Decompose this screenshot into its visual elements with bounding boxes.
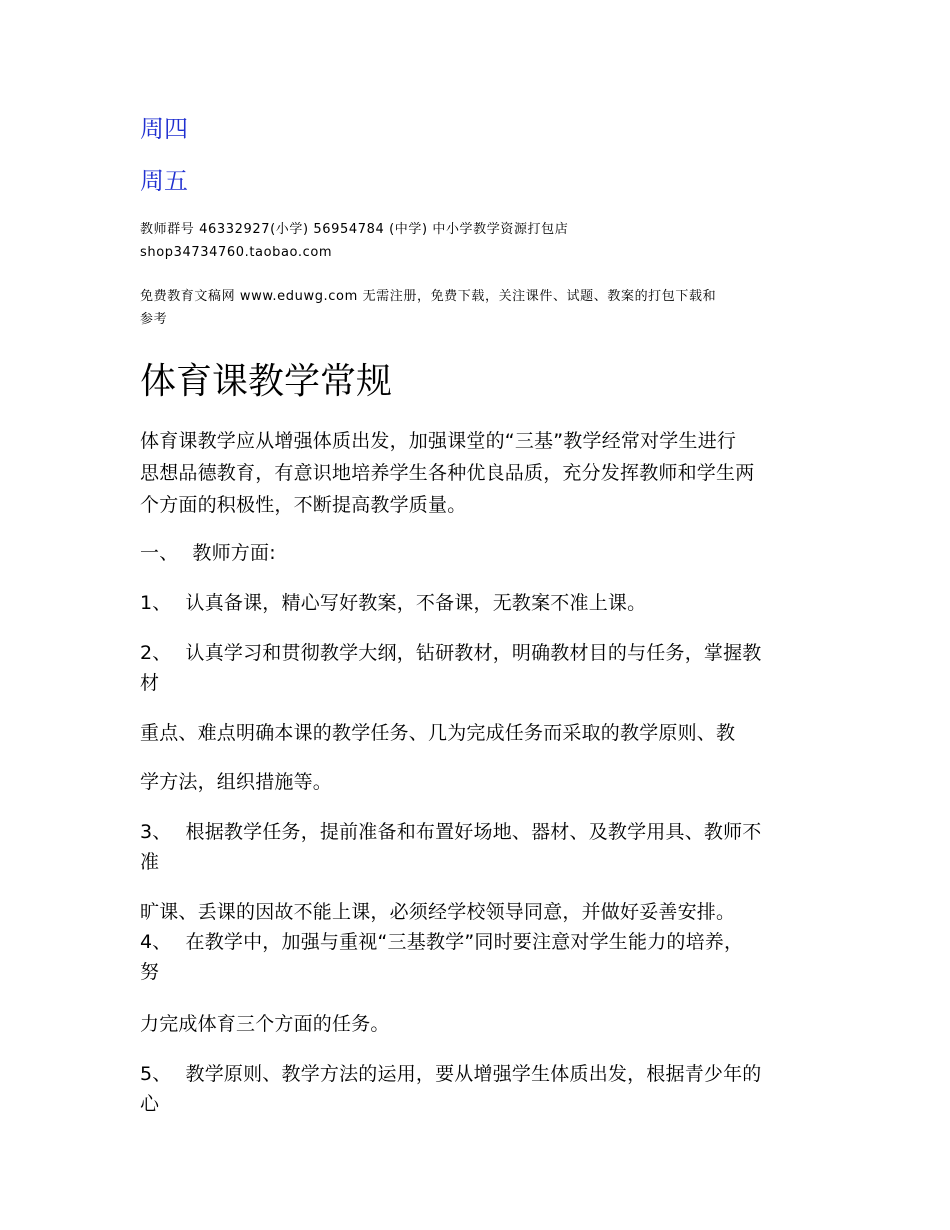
item-2-continuation-2: 学方法，组织措施等。 — [140, 771, 333, 793]
item-number: 2、 — [140, 642, 172, 664]
list-item-3 — [140, 817, 820, 847]
item-4-continuation: 力完成体育三个方面的任务。 — [140, 1013, 390, 1035]
intro-line-1: 体育课教学应从增强体质出发，加强课堂的“三基”教学经常对学生进行 — [140, 430, 737, 452]
teacher-group-note: 教师群号 46332927(小学) 56954784 (中学) 中小学教学资源打包店 — [140, 222, 569, 237]
item-number: 4、 — [140, 931, 172, 953]
page-title: 体育课教学常规 — [140, 361, 393, 402]
item-text: 在教学中，加强与重视“三基教学”同时要注意对学生能力的培养， — [185, 931, 744, 953]
item-text: 教学原则、教学方法的运用，要从增强学生体质出发，根据青少年的 — [185, 1063, 762, 1085]
intro-line-3: 个方面的积极性，不断提高教学质量。 — [140, 494, 467, 516]
item-5-wrap: 心 — [140, 1093, 160, 1115]
item-text: 认真备课，精心写好教案，不备课，无教案不准上课。 — [185, 592, 647, 614]
shop-url: shop34734760.taobao.com — [140, 245, 333, 260]
site-note-line1: 免费教育文稿网 www.eduwg.com 无需注册，免费下载，关注课件、试题、教案的打包下载和 — [140, 289, 717, 304]
item-number: 1、 — [140, 592, 172, 614]
list-item-1 — [140, 588, 820, 618]
item-2-continuation-1: 重点、难点明确本课的教学任务、几为完成任务而采取的教学原则、教 — [140, 722, 736, 744]
section-heading — [140, 538, 820, 568]
item-number: 3、 — [140, 821, 172, 843]
item-3-wrap: 准 — [140, 851, 160, 873]
day-thursday: 周四 — [140, 115, 188, 143]
item-4-wrap: 努 — [140, 961, 160, 983]
list-item-4 — [140, 927, 820, 957]
intro-line-2: 思想品德教育，有意识地培养学生各种优良品质，充分发挥教师和学生两 — [140, 462, 755, 484]
item-text: 根据教学任务，提前准备和布置好场地、器材、及教学用具、教师不 — [185, 821, 762, 843]
site-note-line2: 参考 — [140, 312, 168, 327]
item-text: 认真学习和贯彻教学大纲，钻研教材，明确教材目的与任务，掌握教 — [185, 642, 762, 664]
section-title: 教师方面: — [192, 542, 276, 564]
item-2-wrap: 材 — [140, 672, 160, 694]
list-item-5 — [140, 1059, 820, 1089]
section-number: 一、 — [140, 542, 179, 564]
item-number: 5、 — [140, 1063, 172, 1085]
day-friday: 周五 — [140, 167, 188, 195]
item-3-continuation: 旷课、丢课的因故不能上课，必须经学校领导同意，并做好妥善安排。 — [140, 901, 736, 923]
list-item-2 — [140, 638, 820, 668]
